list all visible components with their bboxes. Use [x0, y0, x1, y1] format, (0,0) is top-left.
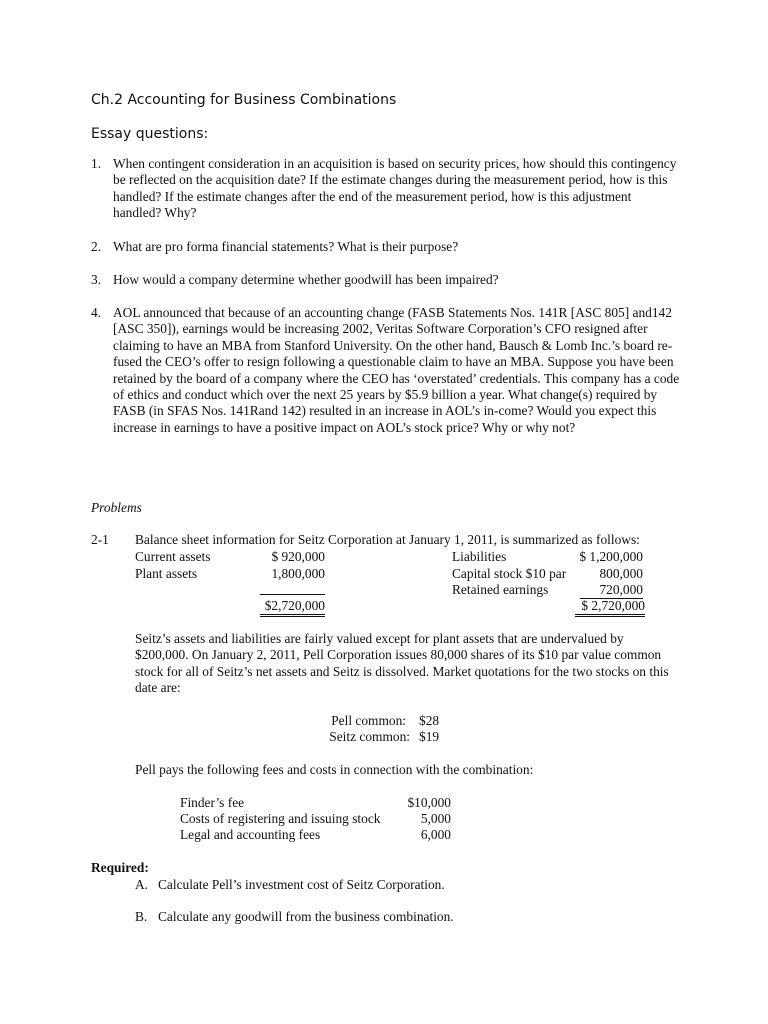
essay-number-2: 2. [91, 239, 102, 254]
quote-label: Seitz common: [329, 729, 410, 744]
fee-value: 5,000 [420, 811, 451, 826]
fee-label: Finder’s fee [180, 795, 245, 810]
quote-value: $28 [419, 713, 440, 728]
problem-intro: Balance sheet information for Seitz Corporation at January 1, 2011, is summarized as follows: [135, 532, 640, 547]
bs-right-label: Liabilities [452, 549, 507, 564]
essay-question-2: What are pro forma financial statements? What is their purpose? [113, 239, 459, 254]
page-title: Ch.2 Accounting for Business Combinations [91, 92, 397, 108]
bs-right-total: $ 2,720,000 [575, 598, 645, 617]
bs-right-value: 720,000 [580, 582, 643, 599]
section-heading-problems: Problems [91, 500, 142, 515]
bs-right-value: $ 1,200,000 [579, 549, 643, 564]
bs-right-label: Capital stock $10 par [452, 566, 567, 581]
problem-number: 2-1 [91, 532, 109, 547]
bs-left-label: Current assets [135, 549, 211, 564]
bs-right-label: Retained earnings [452, 582, 549, 597]
bs-left-value: $ 920,000 [271, 549, 325, 564]
essay-question-3: How would a company determine whether goodwill has been impaired? [113, 272, 499, 287]
bs-left-value: 1,800,000 [271, 566, 325, 581]
fee-label: Legal and accounting fees [180, 827, 321, 842]
section-heading-essay: Essay questions: [91, 126, 209, 142]
essay-number-3: 3. [91, 272, 102, 287]
problem-paragraph: Seitz’s assets and liabilities are fairly valued except for plant assets that are undervalued by $200,000. On January 2, 2011, Pell Corporation issues 80,000 shares of its $10 par value common stock for all of Seitz’s net assets and Seitz is dissolved. Market quotations for the two stocks on this date are: [135, 631, 669, 696]
required-label: Required: [91, 860, 149, 875]
essay-number-1: 1. [91, 156, 102, 171]
bs-left-total: $2,720,000 [260, 598, 325, 617]
essay-question-4: AOL announced that because of an accounting change (FASB Statements Nos. 141R [ASC 805] and142 [ASC 350]), earnings would be increasing 2002, Veritas Software Corporation’s CFO resigned after claiming to have an MBA from Stanford University. On the other hand, Bausch & Lomb Inc.’s board re-fused the CEO’s offer to resign following a questionable claim to have an MBA. Suppose you have been retained by the board of a company where the CEO has ‘overstated’ credentials. This company has a code of ethics and conduct which over the next 25 years by $5.9 billion a year. What change(s) required by FASB (in SFAS Nos. 141Rand 142) resulted in an increase in AOL’s in-come? Would you expect this increase in earnings to have a positive impact on AOL’s stock price? Why or why not? [113, 305, 680, 435]
bs-left-rule [260, 594, 325, 595]
fee-label: Costs of registering and issuing stock [180, 811, 381, 826]
fee-value: 6,000 [420, 827, 451, 842]
essay-number-4: 4. [91, 305, 102, 320]
bs-right-value: 800,000 [599, 566, 643, 581]
quote-label: Pell common: [331, 713, 406, 728]
required-item-a: Calculate Pell’s investment cost of Seitz Corporation. [158, 877, 445, 892]
required-letter-a: A. [135, 877, 149, 892]
required-item-b: Calculate any goodwill from the business combination. [158, 909, 454, 924]
bs-left-label: Plant assets [135, 566, 198, 581]
fee-value: $10,000 [407, 795, 451, 810]
required-letter-b: B. [135, 909, 148, 924]
essay-question-1: When contingent consideration in an acquisition is based on security prices, how should this contingency be reflected on the acquisition date? If the estimate changes during the measurement period, how is this handled? If the estimate changes after the end of the measurement period, how is this adjustment handled? Why? [113, 156, 677, 221]
quote-value: $19 [419, 729, 440, 744]
fees-intro: Pell pays the following fees and costs in connection with the combination: [135, 762, 534, 777]
